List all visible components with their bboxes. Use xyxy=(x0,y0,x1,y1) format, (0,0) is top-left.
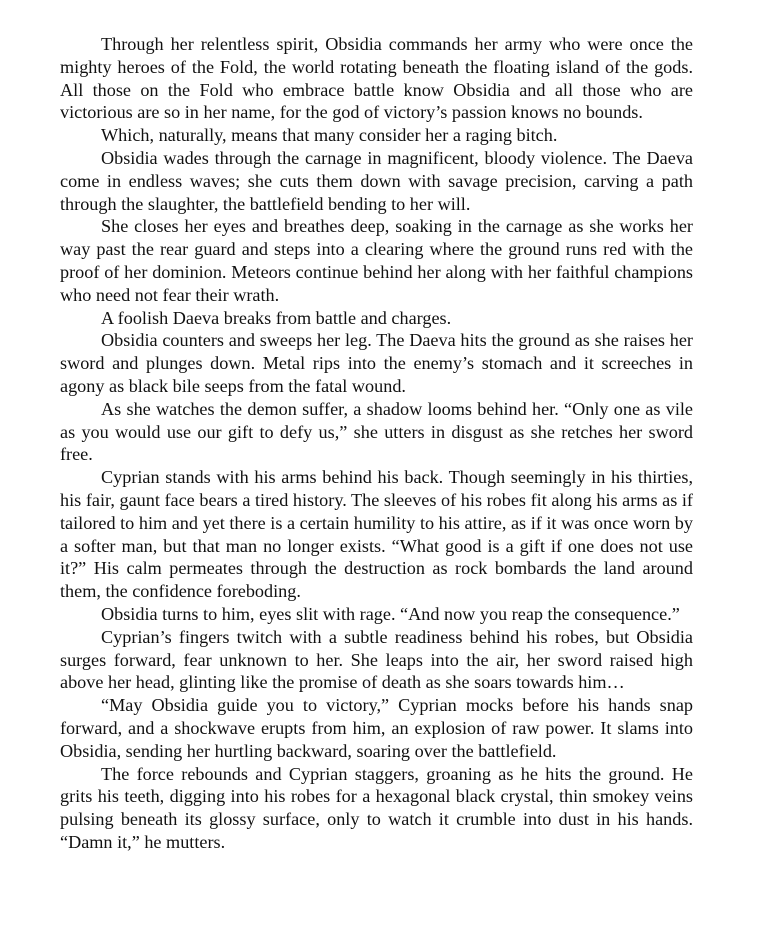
paragraph: Obsidia wades through the carnage in magnificent, bloody violence. The Daeva come in endless waves; she cuts them down with savage precision, carving a path through the slaughter, the battlefield bending to her will. xyxy=(60,147,693,214)
paragraph: She closes her eyes and breathes deep, soaking in the carnage as she works her way past the rear guard and steps into a clearing where the ground runs red with the proof of her dominion. Meteors continue behind her along with her faithful champions who need not fear their wrath. xyxy=(60,216,693,305)
paragraph: A foolish Daeva breaks from battle and charges. xyxy=(101,307,452,328)
paragraph: As she watches the demon suffer, a shadow looms behind her. “Only one as vile as you would use our gift to defy us,” she utters in disgust as she retches her sword free. xyxy=(60,398,693,465)
document-page xyxy=(60,33,693,854)
paragraph: “May Obsidia guide you to victory,” Cyprian mocks before his hands snap forward, and a shockwave erupts from him, an explosion of raw power. It slams into Obsidia, sending her hurtling backward, soaring over the battlefield. xyxy=(60,695,693,761)
paragraph: Cyprian stands with his arms behind his back. Though seemingly in his thirties, his fair, gaunt face bears a tired history. The sleeves of his robes fit along his arms as if tailored to him and yet there is a certain humility to his attire, as if it was once worn by a softer man, but that man no longer exists. “What good is a gift if one does not use it?” His calm permeates through the destruction as rock bombards the land around them, the confidence foreboding. xyxy=(60,467,693,602)
paragraph: Obsidia turns to him, eyes slit with rage. “And now you reap the consequence.” xyxy=(101,603,680,624)
paragraph: Which, naturally, means that many consider her a raging bitch. xyxy=(101,125,558,146)
paragraph: Through her relentless spirit, Obsidia commands her army who were once the mighty heroes of the Fold, the world rotating beneath the floating island of the gods. All those on the Fold who embrace battle know Obsidia and all those who are victorious are so in her name, for the god of victory’s passion knows no bounds. xyxy=(60,34,693,123)
paragraph: Cyprian’s fingers twitch with a subtle readiness behind his robes, but Obsidia surges forward, fear unknown to her. She leaps into the air, her sword raised high above her head, glinting like the promise of death as she soars towards him… xyxy=(60,626,693,693)
paragraph: The force rebounds and Cyprian staggers, groaning as he hits the ground. He grits his teeth, digging into his robes for a hexagonal black crystal, thin smokey veins pulsing beneath its glossy surface, only to watch it crumble into dust in his hands. “Damn it,” he mutters. xyxy=(60,763,693,852)
paragraph: Obsidia counters and sweeps her leg. The Daeva hits the ground as she raises her sword and plunges down. Metal rips into the enemy’s stomach and it screeches in agony as black bile seeps from the fatal wound. xyxy=(60,330,693,396)
